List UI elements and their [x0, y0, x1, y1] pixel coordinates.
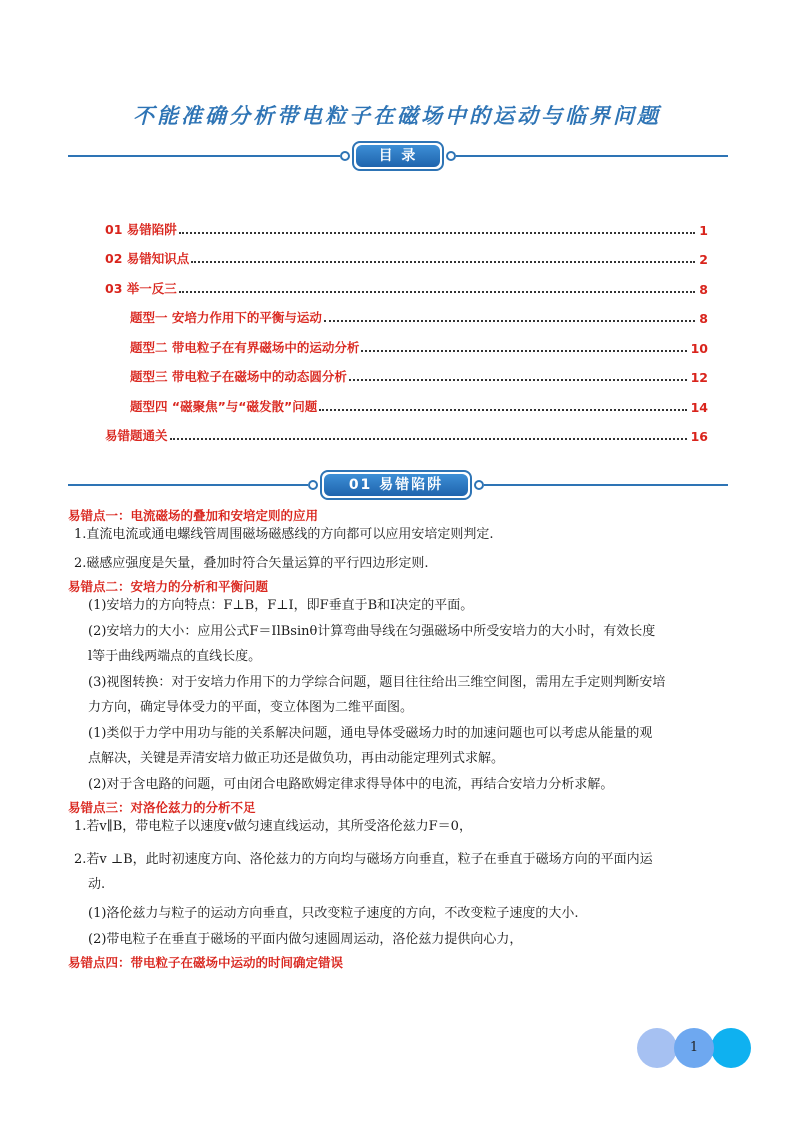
toc-entry-label: 03 举一反三: [105, 280, 177, 296]
paragraph: 1.若v∥B，带电粒子以速度v做匀速直线运动，其所受洛伦兹力F＝0，: [74, 819, 472, 834]
toc-subentry[interactable]: [105, 385, 708, 415]
toc-entry-label: 02 易错知识点: [105, 251, 190, 266]
paragraph: (1)洛伦兹力与粒子的运动方向垂直，只改变粒子速度的方向，不改变粒子速度的大小.: [88, 906, 579, 921]
toc-subentry[interactable]: [105, 326, 708, 356]
toc-entry[interactable]: [105, 415, 708, 445]
toc-entry-page: 8: [699, 281, 708, 297]
toc-entry-page: 8: [699, 311, 708, 326]
toc-entry-label: 题型四 “磁聚焦”与“磁发散”问题: [130, 398, 318, 414]
paragraph-line: 力方向，确定导体受力的平面，变立体图为二维平面图。: [88, 700, 414, 715]
toc-banner: [68, 141, 728, 171]
toc-entry[interactable]: [105, 208, 708, 238]
paragraph-line: (2)安培力的大小：应用公式F＝IlBsinθ计算弯曲导线在匀强磁场中所受安培力的大小时，有效长度: [88, 624, 656, 639]
paragraph: (1)安培力的方向特点：F⊥B，F⊥I，即F垂直于B和I决定的平面。: [88, 598, 474, 613]
paragraph: 2.磁感应强度是矢量，叠加时符合矢量运算的平行四边形定则.: [74, 556, 429, 571]
toc-entry-page: 12: [690, 370, 708, 385]
section-heading: 易错点三：对洛伦兹力的分析不足: [68, 800, 256, 815]
toc-leader: [179, 291, 696, 293]
decor-circle: [637, 1028, 677, 1068]
paragraph: [68, 725, 730, 767]
toc-leader: [319, 409, 686, 411]
table-of-contents: [105, 208, 708, 444]
toc-entry-label: 题型一 安培力作用下的平衡与运动: [130, 310, 322, 325]
section-heading: 易错点四：带电粒子在磁场中运动的时间确定错误: [68, 955, 344, 970]
toc-leader: [191, 261, 695, 263]
paragraph-line: (1)类似于力学中用功与能的关系解决问题，通电导体受磁场力时的加速问题也可以考虑从能量的观: [88, 726, 653, 741]
toc-entry-label: 01 易错陷阱: [105, 221, 177, 237]
toc-entry-label: 易错题通关: [105, 428, 168, 443]
toc-entry[interactable]: [105, 238, 708, 268]
paragraph: [68, 674, 730, 716]
page-number-badge: [637, 1028, 751, 1068]
section-heading: 易错点一：电流磁场的叠加和安培定则的应用: [68, 508, 319, 523]
toc-entry-page: 16: [690, 429, 708, 444]
paragraph: [68, 623, 730, 665]
toc-entry[interactable]: [105, 267, 708, 297]
toc-entry-page: 1: [699, 222, 708, 238]
decor-circle: [711, 1028, 751, 1068]
toc-leader: [349, 379, 687, 381]
toc-entry-page: 2: [699, 252, 708, 267]
paragraph-line: 2.若v ⊥B，此时初速度方向、洛伦兹力的方向均与磁场方向垂直，粒子在垂直于磁场方向的平面内运: [74, 852, 653, 867]
toc-entry-page: 10: [690, 340, 708, 356]
section-banner-label: 01 易错陷阱: [324, 474, 468, 496]
paragraph-line: 点解决，关键是弄清安培力做正功还是做负功，再由动能定理列式求解。: [88, 751, 505, 766]
paragraph-line: 动.: [88, 877, 106, 892]
toc-leader: [361, 350, 686, 352]
toc-entry-page: 14: [690, 399, 708, 415]
section-content: [68, 507, 730, 973]
paragraph: (2)带电粒子在垂直于磁场的平面内做匀速圆周运动，洛伦兹力提供向心力，: [88, 932, 523, 947]
paragraph: [68, 851, 730, 893]
section-banner: [68, 470, 728, 500]
paragraph-line: l等于曲线两端点的直线长度。: [88, 649, 262, 664]
toc-subentry[interactable]: [105, 356, 708, 386]
paragraph: (2)对于含电路的问题，可由闭合电路欧姆定律求得导体中的电流，再结合安培力分析求解。: [88, 777, 614, 792]
toc-leader: [170, 438, 687, 440]
toc-entry-label: 题型二 带电粒子在有界磁场中的运动分析: [130, 339, 360, 355]
paragraph: 1.直流电流或通电螺线管周围磁场磁感线的方向都可以应用安培定则判定.: [74, 527, 494, 542]
document-title: 不能准确分析带电粒子在磁场中的运动与临界问题: [133, 104, 661, 128]
section-heading: 易错点二：安培力的分析和平衡问题: [68, 579, 269, 594]
paragraph-line: (3)视图转换：对于安培力作用下的力学综合问题，题目往往给出三维空间图，需用左手定则判断安培: [88, 675, 666, 690]
toc-entry-label: 题型三 带电粒子在磁场中的动态圆分析: [130, 369, 347, 384]
toc-banner-label: 目 录: [356, 145, 440, 167]
toc-leader: [179, 232, 696, 234]
toc-leader: [324, 320, 695, 322]
toc-subentry[interactable]: [105, 297, 708, 327]
page-number: 1: [689, 1040, 699, 1055]
